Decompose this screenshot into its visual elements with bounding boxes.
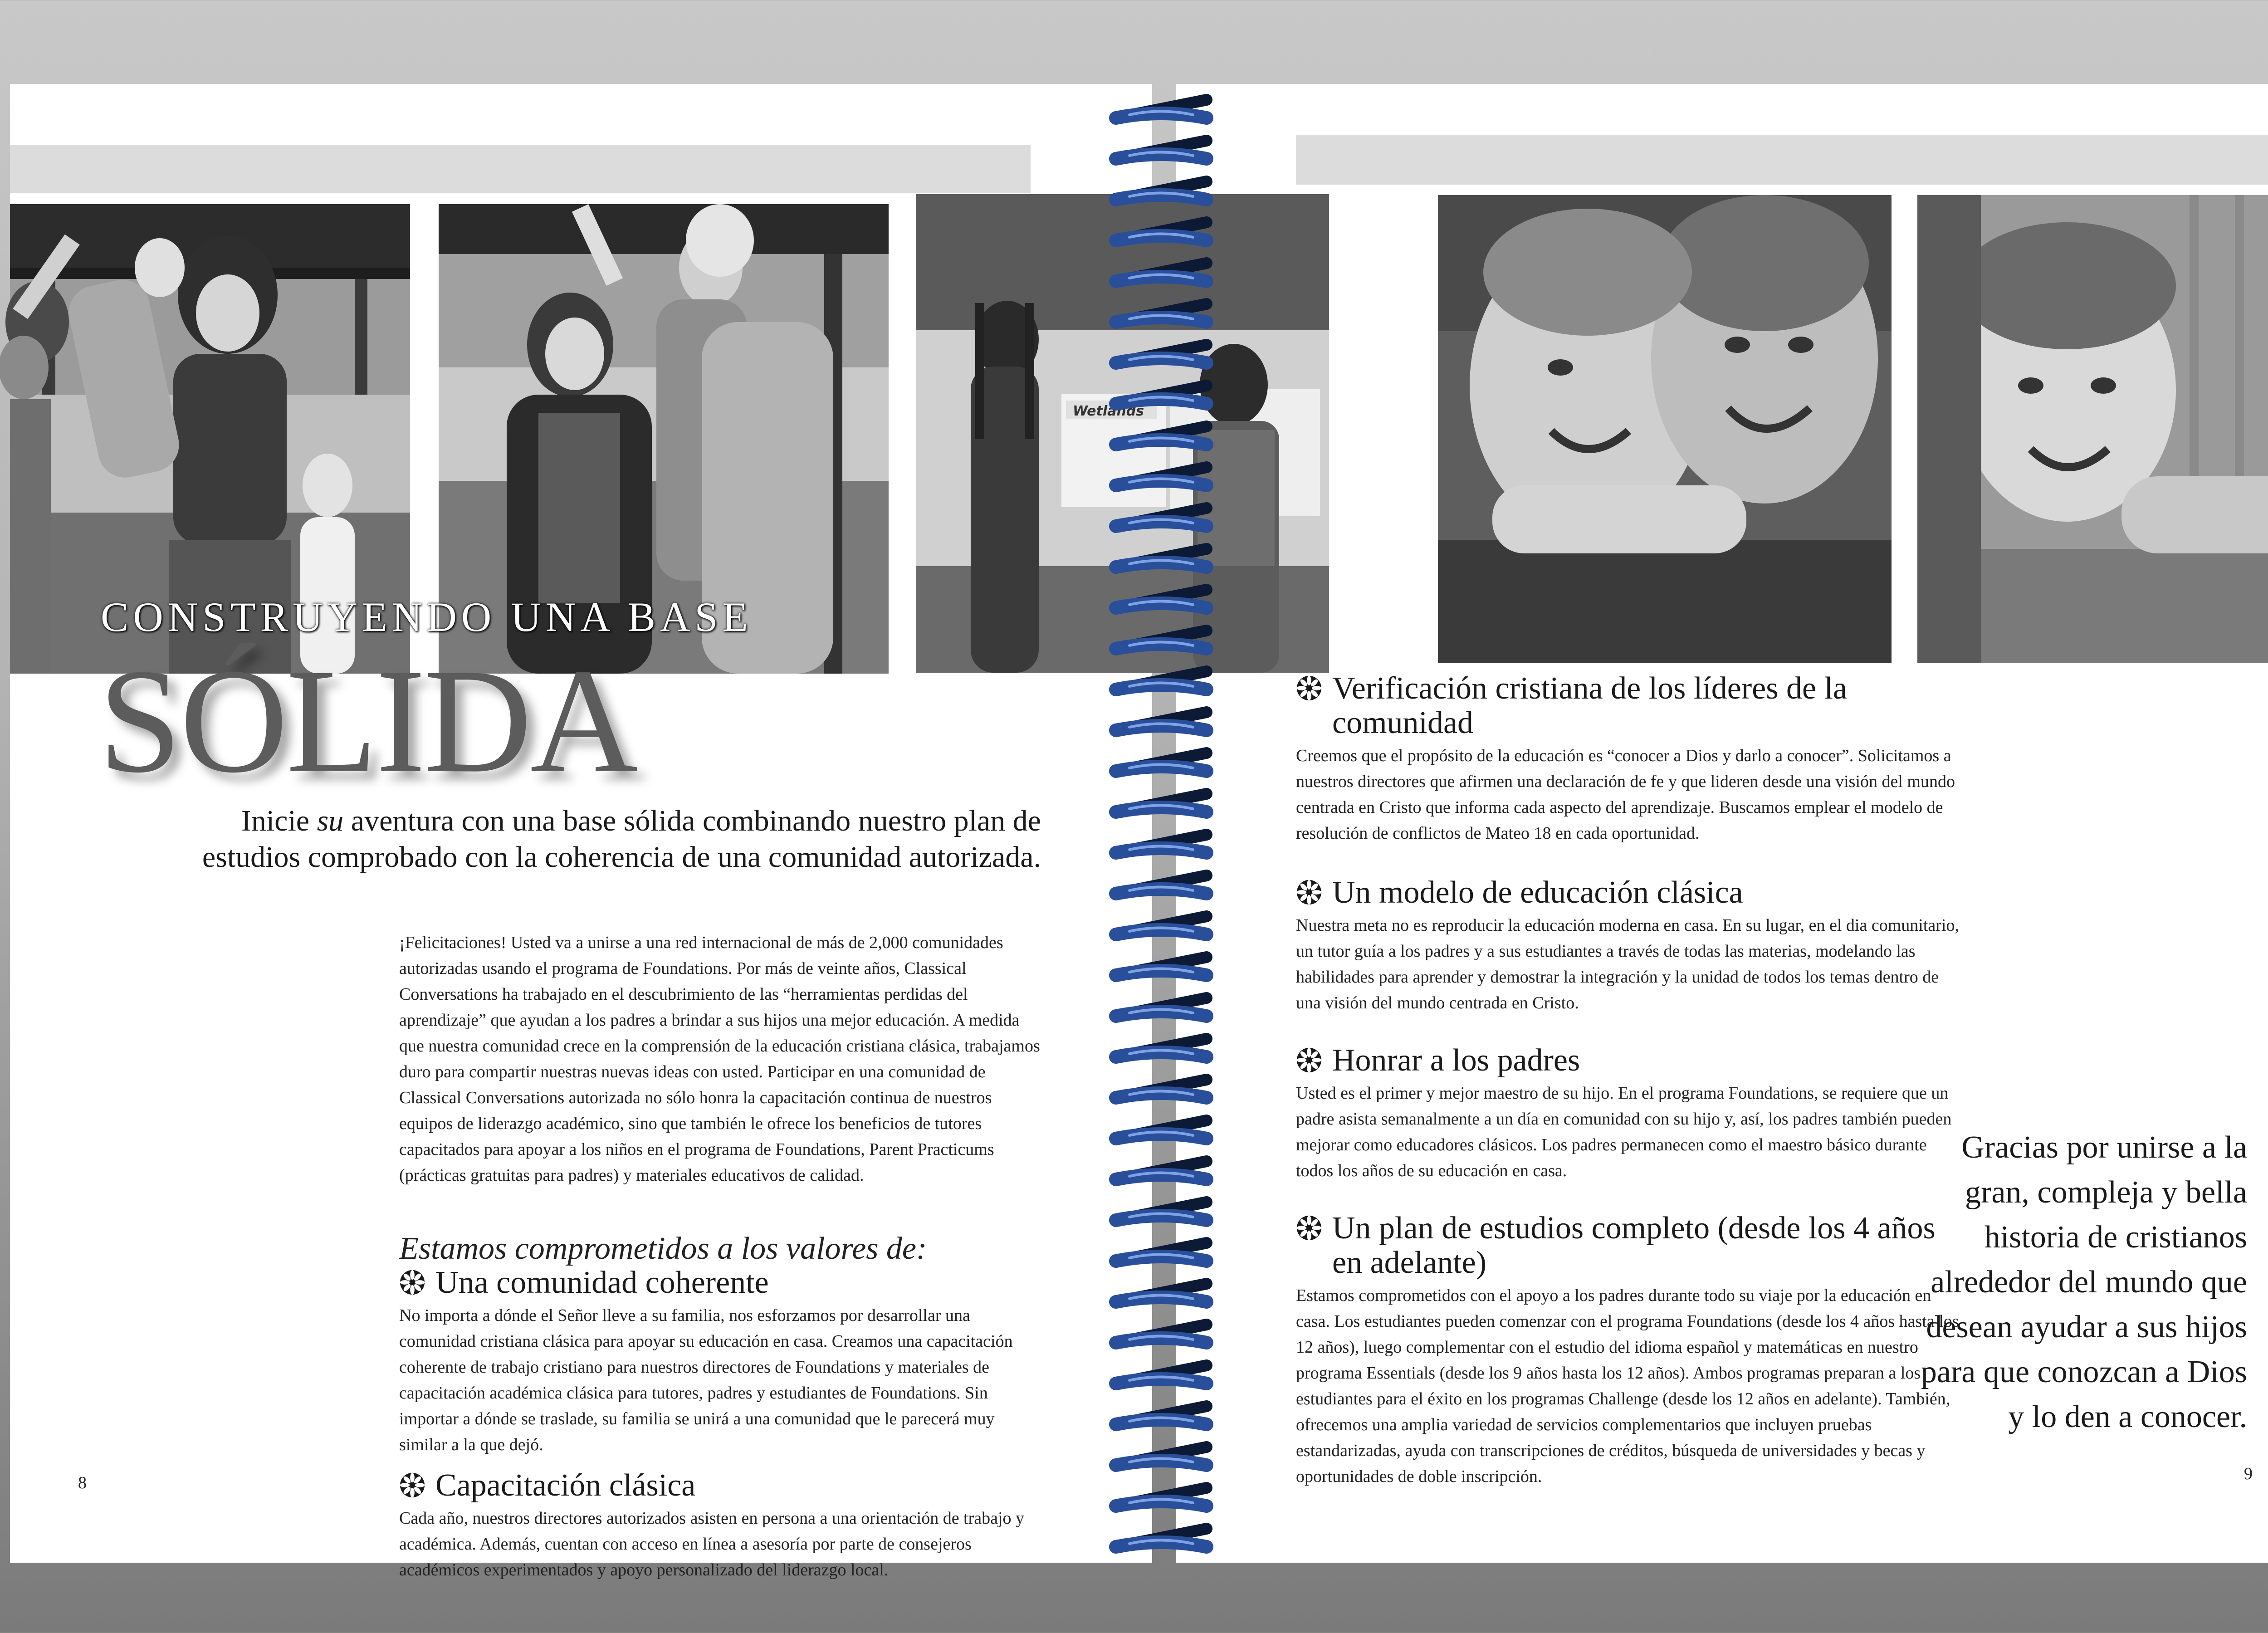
section-title: Verificación cristiana de los líderes de la comunidad bbox=[1332, 671, 1848, 740]
left-header-bar bbox=[10, 145, 1031, 193]
section-title: Un plan de estudios completo (desde los 4 años en adelante) bbox=[1332, 1211, 1936, 1280]
photo-boy-smiling bbox=[1917, 195, 2268, 663]
photo-boys-hugging bbox=[1438, 195, 1892, 663]
lead-emphasis: su bbox=[317, 804, 344, 837]
right-header-bar bbox=[1296, 135, 2268, 185]
section-title: Una comunidad coherente bbox=[435, 1265, 769, 1300]
right-page bbox=[1176, 84, 2268, 1563]
flower-bullet-icon bbox=[399, 1472, 425, 1498]
section-body: Usted es el primer y mejor maestro de su hijo. En el programa Foundations, se requiere que un padre asista semanalmente a un día en comunidad con su hijo y, así, los padres también pueden mejorar como educadores clásicos. Los padres permanecen como el maestro básico durante todos los años de su educación en casa. bbox=[1296, 1084, 1952, 1180]
section-classical-training bbox=[399, 1468, 1043, 1583]
big-title: SÓLIDA bbox=[98, 638, 636, 804]
flower-bullet-icon bbox=[1296, 879, 1322, 905]
page-number-right: 9 bbox=[2244, 1464, 2253, 1483]
section-body: Cada año, nuestros directores autorizados asisten en persona a una orientación de trabajo y académica. Además, cuentan con acceso en línea a asesoría por parte de consejeros académicos experimentados y apoyo personalizado del liderazgo local. bbox=[399, 1509, 1025, 1579]
lead-part2: aventura con una base sólida combinando nuestro plan de estudios comprobado con la coherencia de una comunidad autorizada. bbox=[202, 804, 1041, 874]
flower-bullet-icon bbox=[1296, 675, 1322, 701]
section-complete-curriculum bbox=[1296, 1211, 1967, 1490]
section-classical-model bbox=[1296, 875, 1967, 1016]
section-christian-verification bbox=[1296, 671, 1967, 846]
flower-bullet-icon bbox=[1296, 1215, 1322, 1241]
section-honor-parents bbox=[1296, 1043, 1967, 1184]
spiral-binding bbox=[1084, 82, 1238, 1588]
title-kicker: CONSTRUYENDO UNA BASE bbox=[101, 594, 753, 640]
flower-bullet-icon bbox=[1296, 1047, 1322, 1073]
section-coherent-community bbox=[399, 1266, 1043, 1458]
section-title: Honrar a los padres bbox=[1332, 1043, 1580, 1078]
section-body: No importa a dónde el Señor lleve a su familia, nos esforzamos por desarrollar una comunidad cristiana clásica para apoyar su educación en casa. Creamos una capacitación coherente de trabajo cristiano para nuestros directores de Foundations y materiales de capacitación académica clásica para tutores, padres y estudiantes de Foundations. Sin importar a dónde se traslade, su familia se unirá a una comunidad que le parecerá muy similar a la que dejó. bbox=[399, 1306, 1013, 1454]
page-number-left: 8 bbox=[78, 1473, 87, 1492]
section-title: Capacitación clásica bbox=[435, 1468, 696, 1503]
intro-paragraph: ¡Felicitaciones! Usted va a unirse a una red internacional de más de 2,000 comunidades autorizadas usando el programa de Foundations. Por más de veinte años, Classical Conversations ha trabajado en el descubrimiento de las “herramientas perdidas del aprendizaje” que ayudan a los padres a brindar a sus hijos una mejor educación. A medida que nuestra comunidad crece en la comprensión de la educación cristiana clásica, trabajamos duro para compartir nuestras nuevas ideas con usted. Participar en una comunidad de Classical Conversations autorizada no sólo honra la capacitación continua de nuestros equipos de liderazgo académico, sino que también le ofrece los beneficios de tutores capacitados para apoyar a los niños en el programa de Foundations, Parent Practicums (prácticas gratuitas para padres) y materiales educativos de calidad. bbox=[399, 933, 1040, 1185]
values-heading: Estamos comprometidos a los valores de: bbox=[399, 1231, 927, 1266]
lead-paragraph bbox=[179, 803, 1041, 875]
poster-label: Wetlands bbox=[1073, 403, 1144, 419]
section-body: Estamos comprometidos con el apoyo a los padres durante todo su viaje por la educación en casa. Los estudiantes pueden comenzar con el programa Foundations (desde los 4 años hasta los 12 años), luego complementar con el estudio del idioma español y matemáticas en nuestro programa Essentials (desde los 9 años hasta los 12 años). Ambos programas preparan a los estudiantes para el éxito en los programas Challenge (desde los 12 años en adelante). También, ofrecemos una amplia variedad de servicios complementarios que incluyen pruebas estandarizadas, ayuda con transcripciones de créditos, búsqueda de universidades y becas y oportunidades de doble inscripción. bbox=[1296, 1286, 1959, 1486]
closing-quote: Gracias por unirse a la gran, compleja y bella historia de cristianos alrededor del mundo que desean ayudar a sus hijos para que conozcan a Dios y lo den a conocer. bbox=[1921, 1130, 2247, 1434]
flower-bullet-icon bbox=[399, 1269, 425, 1296]
lead-part1: Inicie bbox=[241, 804, 317, 837]
section-title: Un modelo de educación clásica bbox=[1332, 875, 1743, 910]
section-body: Creemos que el propósito de la educación es “conocer a Dios y darlo a conocer”. Solicitamos a nuestros directores que afirmen una declaración de fe y que lideren desde una visión del mundo centrada en Cristo que informa cada aspecto del aprendizaje. Buscamos emplear el modelo de resolución de conflictos de Mateo 18 en cada oportunidad. bbox=[1296, 746, 1955, 843]
section-body: Nuestra meta no es reproducir la educación moderna en casa. En su lugar, en el dia comunitario, un tutor guía a los padres y a sus estudiantes a través de todas las materias, modelando las habilidades para aprender y demostrar la integración y la unidad de todos los temas dentro de una visión del mundo centrada en Cristo. bbox=[1296, 916, 1959, 1012]
